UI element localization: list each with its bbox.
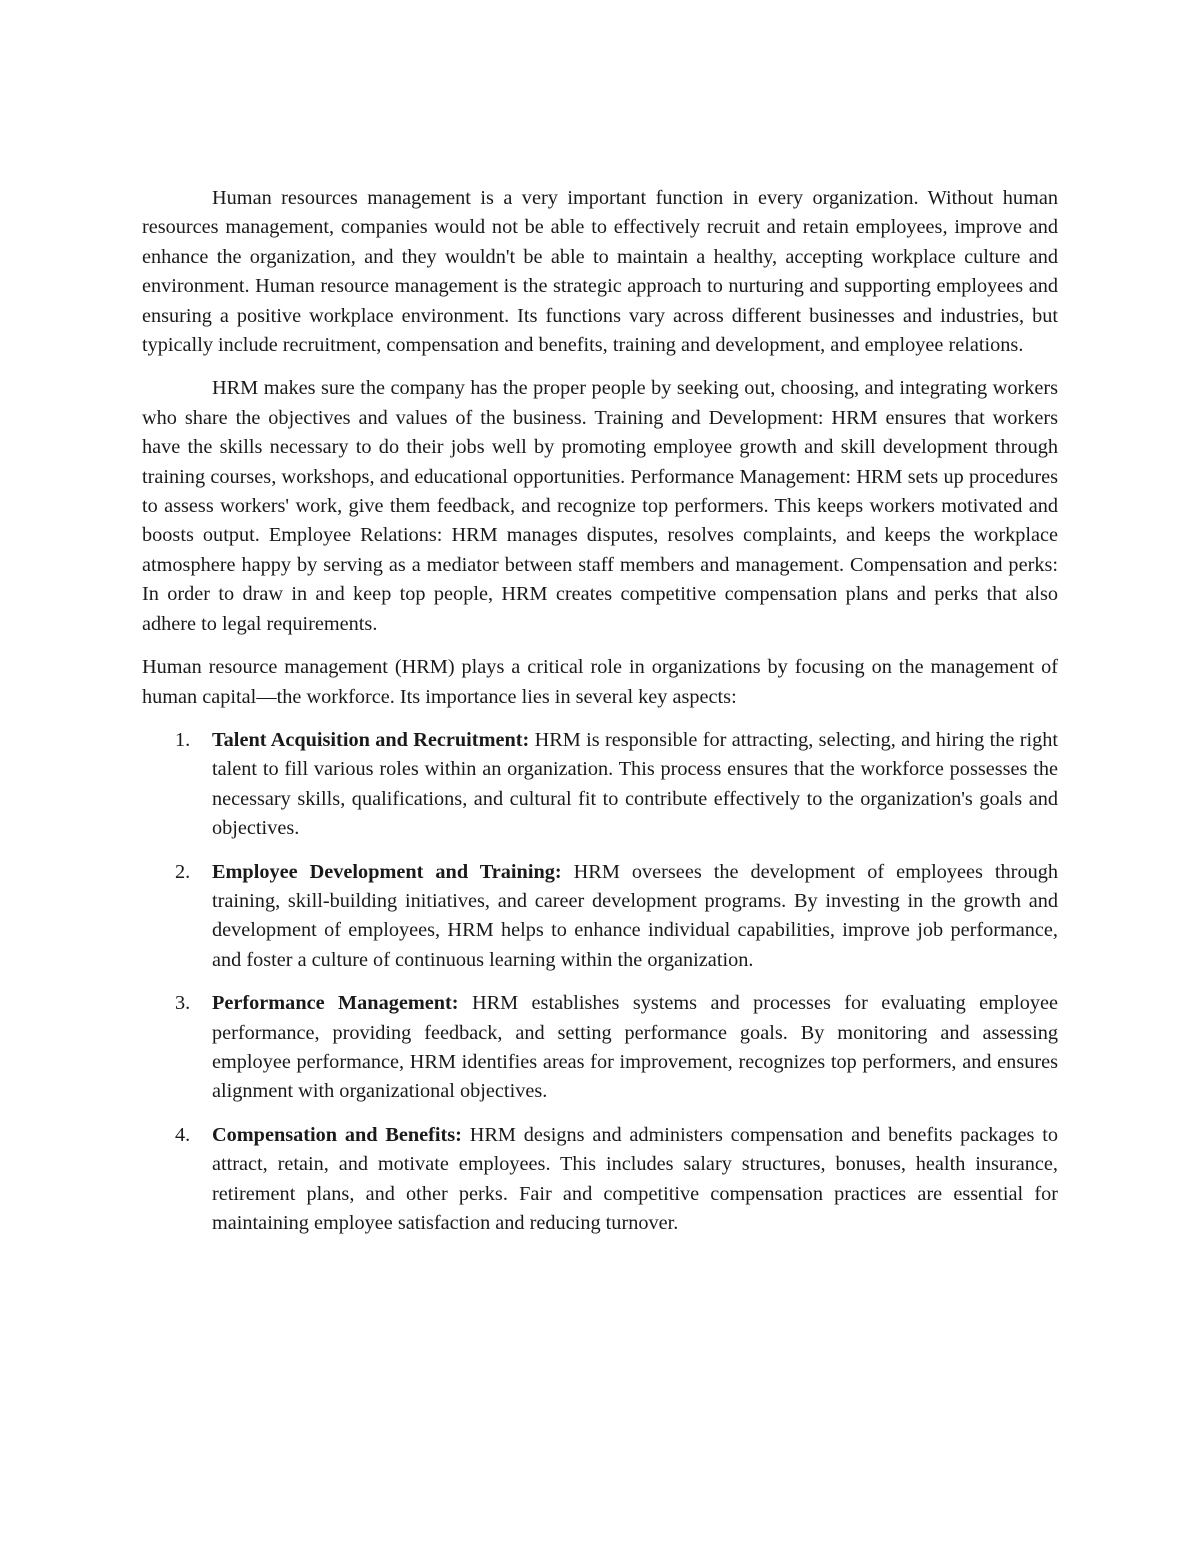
list-item (142, 726, 1058, 844)
list-term: Talent Acquisition and Recruitment: (212, 728, 530, 751)
lead-in-paragraph: Human resource management (HRM) plays a critical role in organizations by focusing on the management of human capital—the workforce. Its importance lies in several key aspects: (142, 656, 1058, 708)
list-item (142, 1121, 1058, 1239)
list-number: 4. (175, 1123, 191, 1146)
list-number: 1. (175, 728, 191, 751)
intro-paragraph-2: HRM makes sure the company has the proper people by seeking out, choosing, and integrating workers who share the objectives and values of the business. Training and Development: HRM ensures that workers have the skills necessary to do their jobs well by promoting employee growth and skill development through training courses, workshops, and educational opportunities. Performance Management: HRM sets up procedures to assess workers' work, give them feedback, and recognize top performers. This keeps workers motivated and boosts output. Employee Relations: HRM manages disputes, resolves complaints, and keeps the workplace atmosphere happy by serving as a mediator between staff members and management. Compensation and perks: In order to draw in and keep top people, HRM creates competitive compensation plans and perks that also adhere to legal requirements. (142, 377, 1058, 635)
list-term: Performance Management: (212, 992, 459, 1015)
list-number: 3. (175, 992, 191, 1015)
list-text: HRM designs and administers compensation and benefits packages to attract, retain, and motivate employees. This includes salary structures, bonuses, health insurance, retirement plans, and other perks. Fair and competitive compensation practices are essential for maintaining employee satisfaction and reducing turnover. (212, 1123, 1058, 1234)
list-item (142, 858, 1058, 976)
list-term: Employee Development and Training: (212, 860, 562, 883)
list-text: HRM oversees the development of employees through training, skill-building initiatives, and career development programs. By investing in the growth and development of employees, HRM helps to enhance individual capabilities, improve job performance, and foster a culture of continuous learning within the organization. (212, 860, 1059, 971)
list-item (142, 989, 1058, 1107)
list-text: HRM is responsible for attracting, selecting, and hiring the right talent to fill various roles within an organization. This process ensures that the workforce possesses the necessary skills, qualifications, and cultural fit to contribute effectively to the organization's goals and objectives. (212, 728, 1058, 840)
document-page (142, 184, 1058, 1252)
intro-paragraph-1: Human resources management is a very important function in every organization. Without human resources management, companies would not be able to effectively recruit and retain employees, improve and enhance the organization, and they wouldn't be able to maintain a healthy, accepting workplace culture and environment. Human resource management is the strategic approach to nurturing and supporting employees and ensuring a positive workplace environment. Its functions vary across different businesses and industries, but typically include recruitment, compensation and benefits, training and development, and employee relations. (142, 187, 1058, 357)
list-text: HRM establishes systems and processes for evaluating employee performance, providing feedback, and setting performance goals. By monitoring and assessing employee performance, HRM identifies areas for improvement, recognizes top performers, and ensures alignment with organizational objectives. (212, 992, 1058, 1103)
importance-list (142, 726, 1058, 1239)
list-term: Compensation and Benefits: (212, 1123, 462, 1146)
list-number: 2. (175, 860, 191, 883)
